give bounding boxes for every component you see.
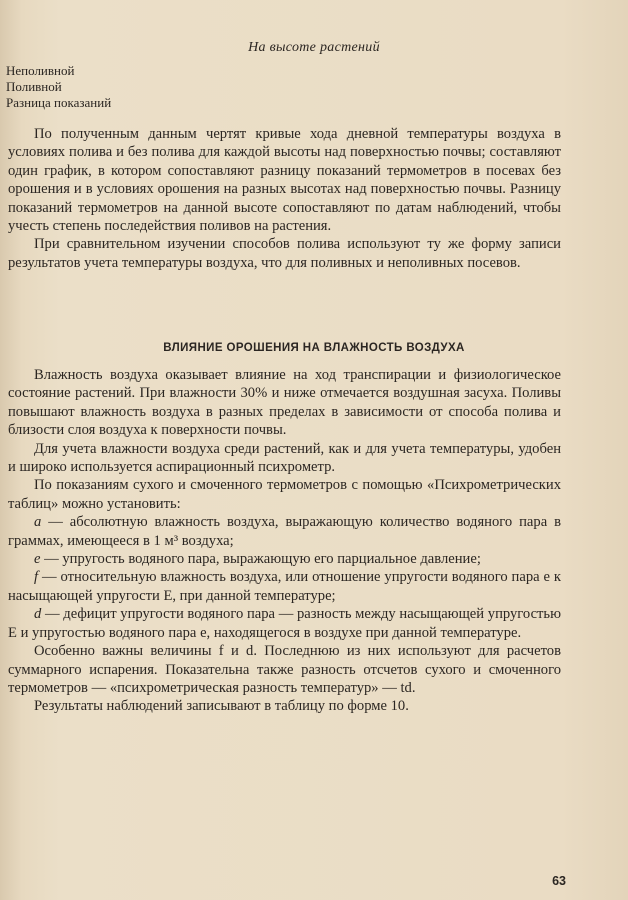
symbol: e bbox=[34, 551, 41, 568]
paragraph: Влажность воздуха оказывает влияние на ход транспирации и физиологическое состояние растений. При влажности 30% и ниже отмечается воздушная засуха. Поливы повышают влажность воздуха в разных пределах в зависимости от способа полива и близости слоя воздуха к поверхности почвы. bbox=[8, 367, 561, 439]
page-number: 63 bbox=[552, 874, 566, 888]
definition-f bbox=[8, 568, 561, 605]
text-block-1 bbox=[8, 125, 561, 272]
paragraph: Особенно важны величины f и d. Последнюю из них используют для расчетов суммарного испарения. Показательна также разность отсчетов сухого и смоченного термометров — «психрометрическая разность температур» — td. bbox=[8, 643, 561, 696]
table-row-label: Разница показаний bbox=[6, 95, 112, 110]
symbol: f bbox=[34, 569, 39, 586]
paragraph: По показаниям сухого и смоченного термометров с помощью «Психрометрических таблиц» можно установить: bbox=[8, 477, 561, 512]
definition-text: — упругость водяного пара, выражающую его парциальное давление; bbox=[40, 551, 481, 568]
definition-d bbox=[8, 605, 561, 642]
definition-text: — относительную влажность воздуха, или отношение упругости водяного пара e к насыщающей упругости E, при данной температуре; bbox=[8, 569, 561, 604]
table-row-label: Поливной bbox=[6, 79, 62, 94]
table-row-labels bbox=[6, 63, 111, 111]
paragraph: Для учета влажности воздуха среди растений, как и для учета температуры, удобен и широко используется аспирационный психрометр. bbox=[8, 440, 561, 476]
table-row-label: Неполивной bbox=[6, 63, 75, 78]
paragraph: Результаты наблюдений записывают в таблицу по форме 10. bbox=[34, 698, 409, 715]
paragraph: По полученным данным чертят кривые хода дневной температуры воздуха в условиях полива и без полива для каждой высоты над поверхностью почвы; составляют один график, в котором сопоставляют разницу показаний термометров в посевах без орошения и в условиях орошения на разных высотах над поверхностью почвы. Разницу показаний термометров на данной высоте сопоставляют по датам наблюдений, чтобы учесть степень последействия поливов на растения. bbox=[8, 126, 561, 235]
symbol: d bbox=[34, 606, 42, 623]
paragraph: При сравнительном изучении способов полива используют ту же форму записи результатов учета температуры воздуха, что для поливных и неполивных посевов. bbox=[8, 236, 561, 271]
definition-a bbox=[8, 513, 561, 550]
symbol: a bbox=[34, 514, 42, 531]
section-heading: ВЛИЯНИЕ ОРОШЕНИЯ НА ВЛАЖНОСТЬ ВОЗДУХА bbox=[163, 342, 465, 354]
definition-text: — дефицит упругости водяного пара — разность между насыщающей упругостью E и упругостью водяного пара e, находящегося в воздухе при данной температуре. bbox=[8, 606, 561, 641]
running-header: На высоте растений bbox=[248, 40, 380, 55]
text-block-2 bbox=[8, 366, 561, 716]
definition-e bbox=[8, 550, 561, 568]
definition-text: — абсолютную влажность воздуха, выражающую количество водяного пара в граммах, имеющееся в 1 м³ воздуха; bbox=[8, 514, 561, 549]
